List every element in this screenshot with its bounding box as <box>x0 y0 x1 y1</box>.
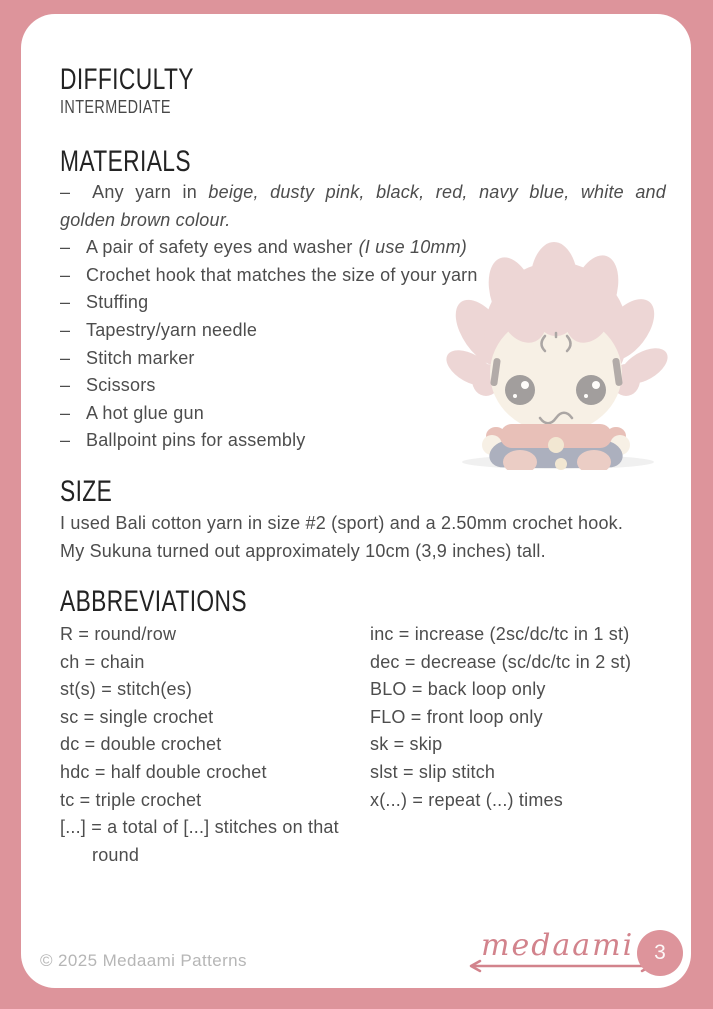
abbreviation-row: ch = chain <box>60 651 145 672</box>
page-number-badge <box>637 930 683 976</box>
abbreviation-row: sk = skip <box>370 734 443 755</box>
materials-item-text: Scissors <box>86 375 156 396</box>
bullet-dash: – <box>60 237 71 258</box>
materials-item-scissors <box>60 372 666 400</box>
bullet-dash: – <box>60 347 71 368</box>
size-heading <box>60 477 666 507</box>
page <box>21 14 691 988</box>
abbreviation-row: inc = increase (2sc/dc/tc in 1 st) <box>370 624 630 644</box>
abbreviation-row: x(...) = repeat (...) times <box>370 789 563 810</box>
materials-item-safety-eyes <box>60 234 666 262</box>
difficulty-heading <box>60 65 666 95</box>
materials-item-text: A hot glue gun <box>86 402 204 423</box>
copyright-text: © 2025 Medaami Patterns <box>40 951 247 970</box>
materials-item-text: Crochet hook that matches the size of your yarn <box>86 264 478 285</box>
bullet-dash: – <box>60 375 71 396</box>
page-number: 3 <box>654 941 666 964</box>
materials-item-needle <box>60 317 666 345</box>
bullet-dash: – <box>60 402 71 423</box>
section-difficulty <box>60 65 666 117</box>
abbreviation-row: hdc = half double crochet <box>60 761 267 782</box>
abbreviations-columns <box>60 621 666 869</box>
materials-item-text: Stitch marker <box>86 347 195 368</box>
bullet-dash: – <box>60 319 71 340</box>
materials-item-yarn-line1 <box>60 179 666 207</box>
abbreviation-row-wrapped-line2: round <box>92 844 140 865</box>
abbreviation-row-wrapped-line1: [...] = a total of [...] stitches on that <box>60 817 339 838</box>
section-materials <box>60 147 666 455</box>
abbreviations-left-column <box>60 621 370 869</box>
materials-item-hook <box>60 262 666 290</box>
materials-item-yarn-line2 <box>60 207 666 235</box>
abbreviations-heading-text: ABBREVIATIONS <box>60 585 247 618</box>
size-line2: My Sukuna turned out approximately 10cm (3,9 inches) tall. <box>60 541 546 561</box>
bullet-dash: – <box>60 264 71 285</box>
materials-item-stuffing <box>60 289 666 317</box>
materials-list <box>60 179 666 455</box>
materials-item-pins <box>60 427 666 455</box>
materials-item-stitch-marker <box>60 345 666 373</box>
materials-item-text: Tapestry/yarn needle <box>86 319 258 340</box>
abbreviations-right-column <box>370 621 666 869</box>
materials-yarn-text: – Any yarn in <box>60 182 197 202</box>
bullet-dash: – <box>60 292 71 313</box>
abbreviation-row: R = round/row <box>60 624 177 644</box>
materials-item-text: Stuffing <box>86 292 149 313</box>
abbreviation-row: dec = decrease (sc/dc/tc in 2 st) <box>370 651 632 672</box>
abbreviation-row: tc = triple crochet <box>60 789 202 810</box>
materials-item-text: Ballpoint pins for assembly <box>86 430 306 451</box>
section-size <box>60 477 666 565</box>
abbreviation-row: slst = slip stitch <box>370 761 496 782</box>
section-abbreviations <box>60 587 666 869</box>
materials-item-text: A pair of safety eyes and washer <box>86 237 353 258</box>
size-line1: I used Bali cotton yarn in size #2 (sport) and a 2.50mm crochet hook. <box>60 513 624 533</box>
size-heading-text: SIZE <box>60 475 113 508</box>
abbreviations-heading <box>60 587 666 617</box>
abbreviation-row: st(s) = stitch(es) <box>60 679 193 700</box>
abbreviation-row: sc = single crochet <box>60 706 214 727</box>
bullet-dash: – <box>60 430 71 451</box>
size-paragraph <box>60 509 666 565</box>
difficulty-heading-text: DIFFICULTY <box>60 63 194 96</box>
abbreviation-row: BLO = back loop only <box>370 679 546 700</box>
materials-heading-text: MATERIALS <box>60 145 191 178</box>
materials-yarn-colours-italic-cont: golden brown colour. <box>60 209 231 230</box>
materials-item-italic: (I use 10mm) <box>358 237 467 258</box>
abbreviation-row: FLO = front loop only <box>370 706 543 727</box>
materials-item-glue-gun <box>60 400 666 428</box>
brand-underline-arrow-icon <box>466 959 656 973</box>
difficulty-level-text: INTERMEDIATE <box>60 97 171 117</box>
difficulty-level <box>60 97 666 117</box>
materials-heading <box>60 147 666 177</box>
abbreviation-row: dc = double crochet <box>60 734 222 755</box>
brand-logo-text: medaami <box>481 928 635 963</box>
materials-yarn-colours-italic: beige, dusty pink, black, red, navy blue, white and <box>208 182 666 202</box>
